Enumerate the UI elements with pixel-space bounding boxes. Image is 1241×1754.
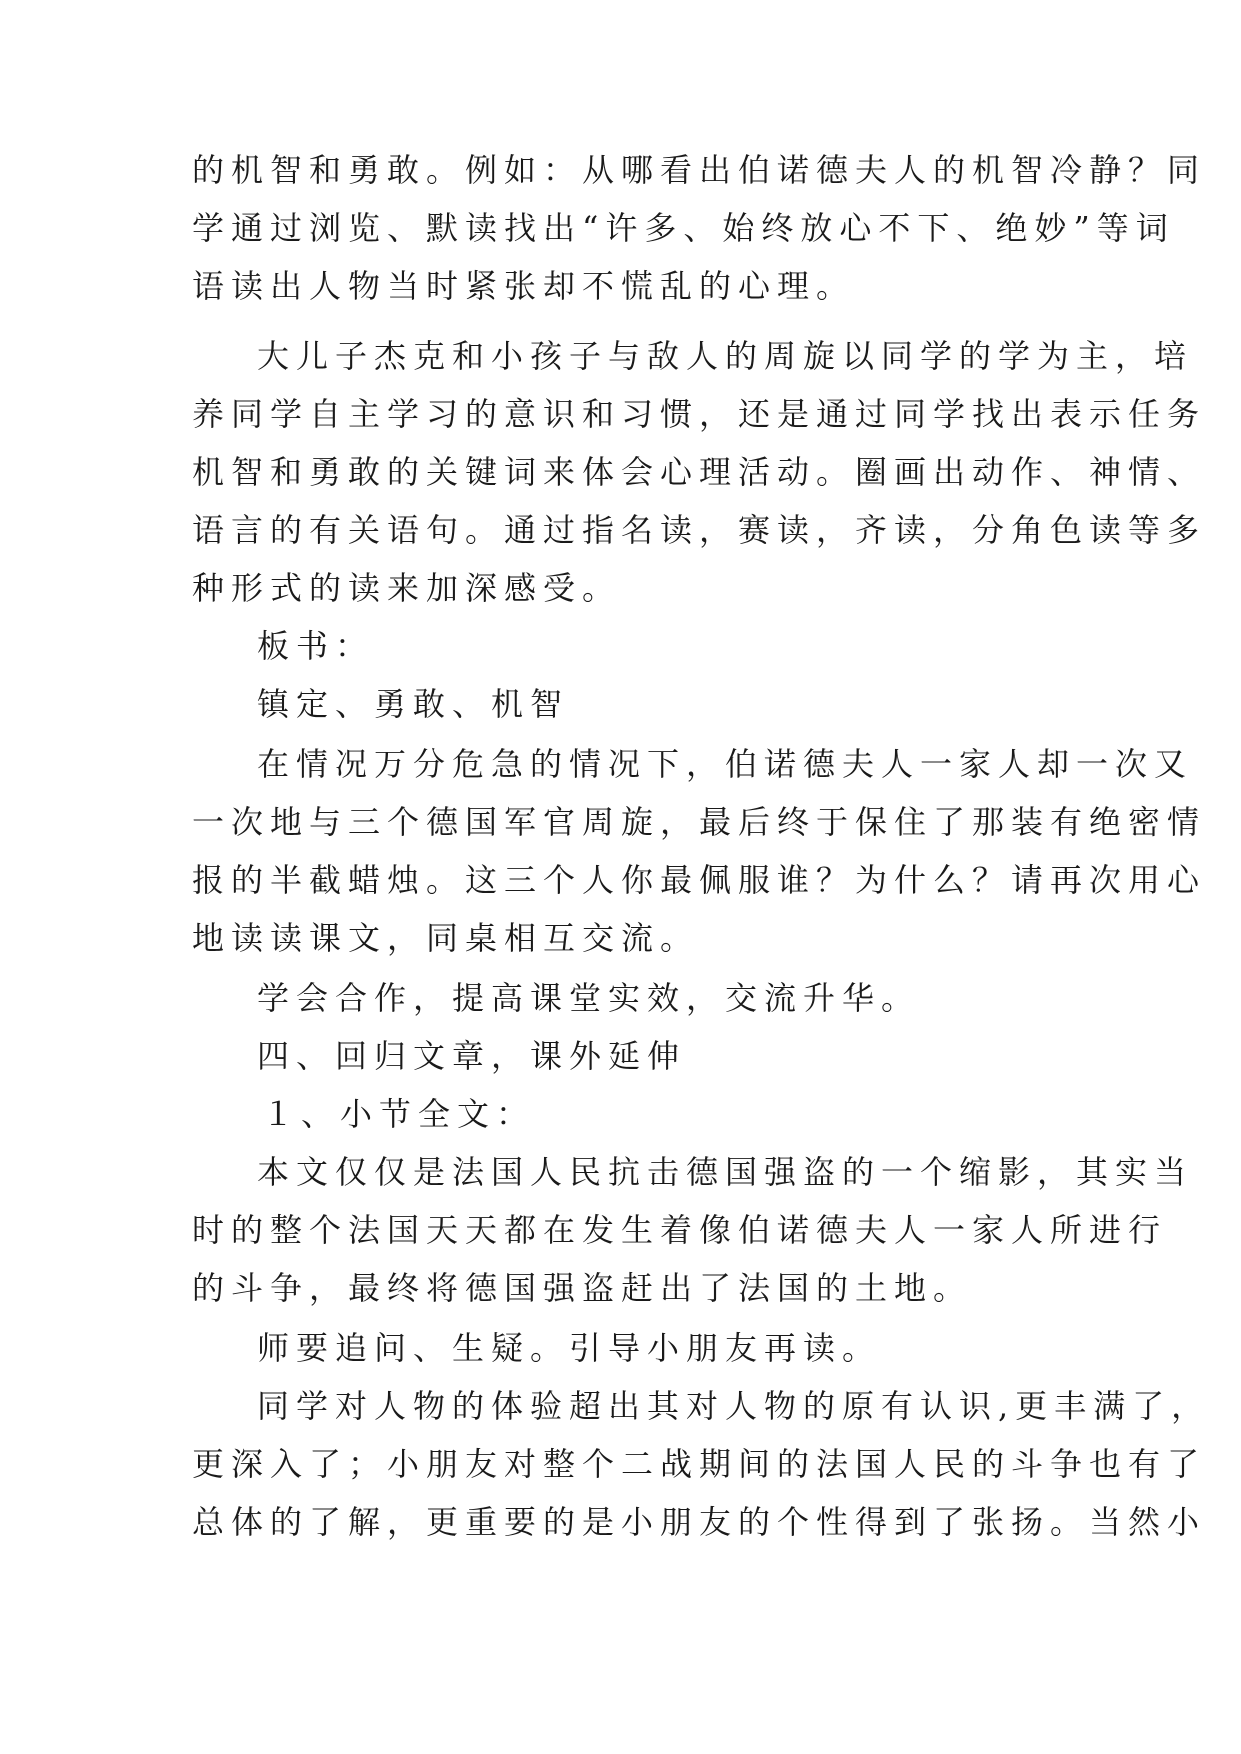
text-line: 时的整个法国天天都在发生着像伯诺德夫人一家人所进行 xyxy=(192,1211,1168,1249)
text-line: 种形式的读来加深感受。 xyxy=(192,569,622,607)
text-line: 本文仅仅是法国人民抗击德国强盗的一个缩影，其实当 xyxy=(257,1153,1194,1191)
text-line: 的斗争，最终将德国强盗赶出了法国的土地。 xyxy=(192,1269,973,1307)
text-line: 大儿子杰克和小孩子与敌人的周旋以同学的学为主，培 xyxy=(257,337,1194,375)
text-line: 机智和勇敢的关键词来体会心理活动。圈画出动作、神情、 xyxy=(192,453,1207,491)
text-line: 的机智和勇敢。例如：从哪看出伯诺德夫人的机智冷静？同 xyxy=(192,151,1207,189)
text-line: 同学对人物的体验超出其对人物的原有认识,更丰满了， xyxy=(257,1387,1211,1425)
list-item-heading: １、小节全文： xyxy=(262,1095,536,1133)
text-line: 语言的有关语句。通过指名读，赛读，齐读，分角色读等多 xyxy=(192,511,1207,549)
text-line: 地读读课文，同桌相互交流。 xyxy=(192,919,700,957)
text-line: 报的半截蜡烛。这三个人你最佩服谁？为什么？请再次用心 xyxy=(192,861,1207,899)
text-line: 学通过浏览、默读找出“许多、始终放心不下、绝妙”等词 xyxy=(192,209,1175,247)
text-line: 在情况万分危急的情况下，伯诺德夫人一家人却一次又 xyxy=(257,745,1194,783)
text-line: 一次地与三个德国军官周旋，最后终于保住了那装有绝密情 xyxy=(192,803,1207,841)
text-line: 更深入了；小朋友对整个二战期间的法国人民的斗争也有了 xyxy=(192,1445,1207,1483)
text-line: 镇定、勇敢、机智 xyxy=(257,685,570,723)
text-line: 语读出人物当时紧张却不慌乱的心理。 xyxy=(192,267,856,305)
text-line: 总体的了解，更重要的是小朋友的个性得到了张扬。当然小 xyxy=(192,1503,1207,1541)
text-line: 师要追问、生疑。引导小朋友再读。 xyxy=(257,1329,882,1367)
text-line: 养同学自主学习的意识和习惯，还是通过同学找出表示任务 xyxy=(192,395,1207,433)
heading-line: 板书： xyxy=(257,627,375,665)
section-heading: 四、回归文章，课外延伸 xyxy=(257,1037,687,1075)
text-line: 学会合作，提高课堂实效，交流升华。 xyxy=(257,979,921,1017)
